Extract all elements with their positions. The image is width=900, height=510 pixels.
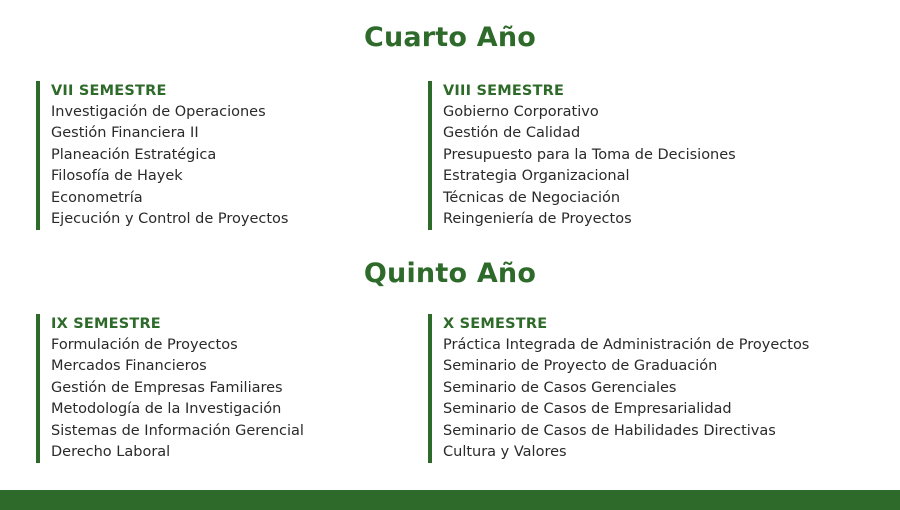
year-title-cuarto: Cuarto Año [363, 22, 537, 53]
course-item: Seminario de Casos Gerenciales [443, 379, 677, 396]
footer-bar [0, 490, 900, 510]
course-item: Seminario de Casos de Empresarialidad [443, 401, 732, 418]
semester-title-x: X SEMESTRE [443, 316, 548, 332]
course-item: Reingeniería de Proyectos [443, 211, 632, 228]
course-list-ix [51, 335, 304, 463]
semester-block-ix [36, 314, 304, 463]
semester-block-viii [428, 81, 736, 230]
course-item: Gestión de Empresas Familiares [51, 379, 283, 396]
year-title-quinto: Quinto Año [363, 258, 537, 289]
course-item: Ejecución y Control de Proyectos [51, 211, 289, 228]
course-item: Estrategia Organizacional [443, 168, 630, 185]
course-item: Derecho Laboral [51, 444, 171, 461]
course-item: Investigación de Operaciones [51, 104, 266, 120]
semester-block-x [428, 314, 809, 463]
course-item: Gobierno Corporativo [443, 104, 599, 120]
course-item: Econometría [51, 189, 143, 206]
course-item: Formulación de Proyectos [51, 337, 238, 353]
semester-block-vii [36, 81, 288, 230]
course-item: Seminario de Proyecto de Graduación [443, 358, 718, 375]
course-list-x [443, 335, 809, 463]
course-item: Gestión de Calidad [443, 125, 581, 142]
course-item: Cultura y Valores [443, 444, 567, 461]
course-item: Metodología de la Investigación [51, 401, 282, 418]
course-item: Planeación Estratégica [51, 146, 217, 163]
course-item: Práctica Integrada de Administración de Proyectos [443, 337, 810, 353]
course-item: Sistemas de Información Gerencial [51, 422, 304, 439]
course-item: Filosofía de Hayek [51, 168, 183, 185]
semester-title-viii: VIII SEMESTRE [443, 83, 565, 99]
course-item: Seminario de Casos de Habilidades Directivas [443, 422, 776, 439]
course-list-viii [443, 102, 736, 230]
course-item: Gestión Financiera II [51, 125, 199, 142]
course-list-vii [51, 102, 288, 230]
course-item: Presupuesto para la Toma de Decisiones [443, 146, 736, 163]
course-item: Mercados Financieros [51, 358, 207, 375]
course-item: Técnicas de Negociación [443, 189, 621, 206]
semester-title-ix: IX SEMESTRE [51, 316, 161, 332]
semester-title-vii: VII SEMESTRE [51, 83, 167, 99]
